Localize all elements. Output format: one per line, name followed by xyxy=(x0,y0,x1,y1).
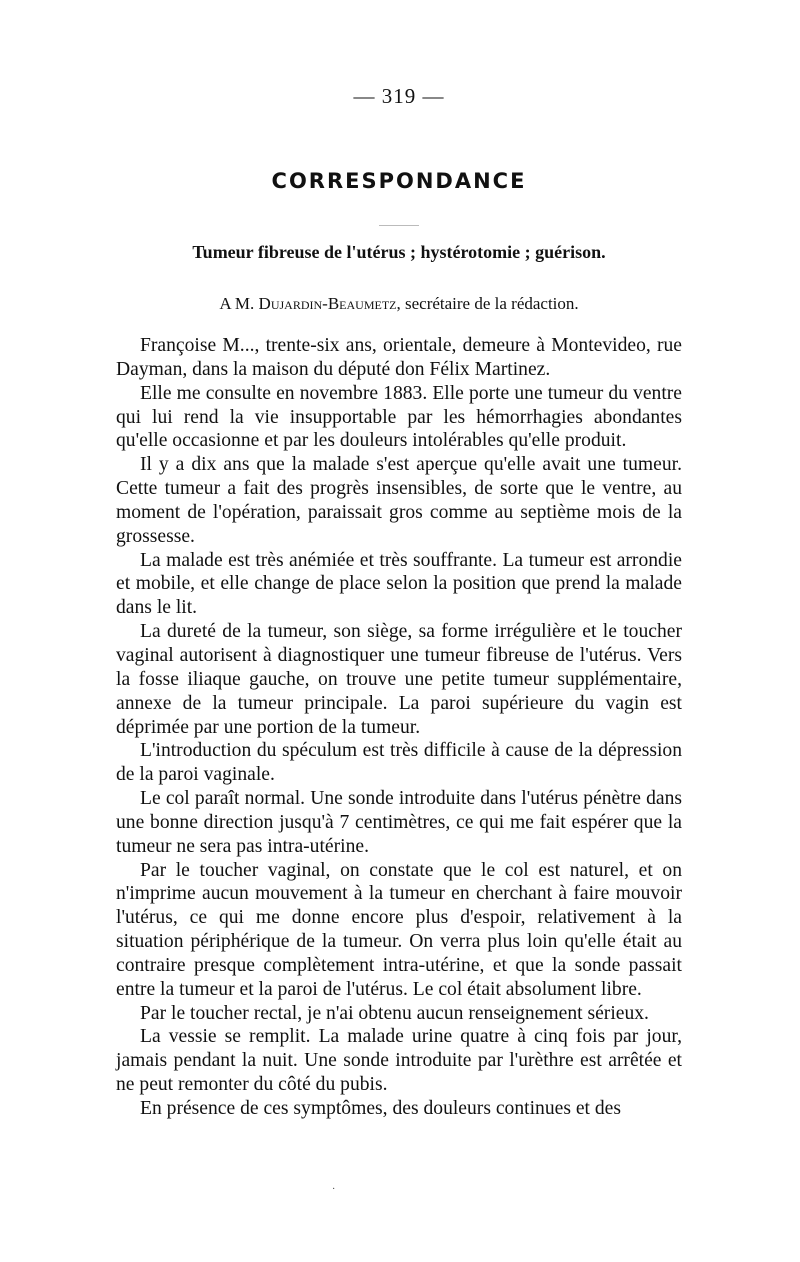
print-speck: · xyxy=(332,1184,336,1195)
paragraph: La dureté de la tumeur, son siège, sa forme irrégulière et le toucher vaginal autorisent à diagnostiquer une tumeur fibreuse de l'utérus. Vers la fosse iliaque gauche, on trouve une petite tumeur supplémentaire, annexe de la tumeur principale. La paroi supérieure du vagin est déprimée par une portion de la tumeur. xyxy=(116,621,682,738)
addressee-prefix: A M. xyxy=(219,294,259,313)
paragraph: Françoise M..., trente-six ans, orientale, demeure à Montevideo, rue Dayman, dans la maison du député don Félix Martinez. xyxy=(116,335,682,380)
paragraph: Elle me consulte en novembre 1883. Elle porte une tumeur du ventre qui lui rend la vie insupportable par les hémorrhagies abondantes qu'elle occasionne et par les douleurs intolérables qu'elle produit. xyxy=(116,382,682,452)
paragraph: La malade est très anémiée et très souffrante. La tumeur est arrondie et mobile, et elle change de place selon la position que prend la malade dans le lit. xyxy=(116,549,682,619)
article-title: Tumeur fibreuse de l'utérus ; hystérotomie ; guérison. xyxy=(192,242,606,262)
paragraph: Par le toucher vaginal, on constate que le col est naturel, et on n'imprime aucun mouvement à la tumeur en cherchant à faire mouvoir l'utérus, ce qui me donne encore plus d'espoir, relativement à la situation périphérique de la tumeur. On verra plus loin qu'elle était au contraire presque complètement intra-utérine, et que la sonde passait entre la tumeur et la paroi de l'utérus. Le col était absolument libre. xyxy=(116,859,682,1000)
paragraph: La vessie se remplit. La malade urine quatre à cinq fois par jour, jamais pendant la nuit. Une sonde introduite par l'urèthre est arrêtée et ne peut remonter du côté du pubis. xyxy=(116,1026,682,1096)
paragraph: Par le toucher rectal, je n'ai obtenu aucun renseignement sérieux. xyxy=(140,1002,649,1024)
title-divider xyxy=(379,225,419,226)
document-page xyxy=(116,84,682,1121)
addressee-line xyxy=(116,294,682,314)
paragraph: Il y a dix ans que la malade s'est aperçue qu'elle avait une tumeur. Cette tumeur a fait des progrès insensibles, de sorte que le ventre, au moment de l'opération, paraissait gros comme au septième mois de la grossesse. xyxy=(116,454,682,547)
page-number: — 319 — xyxy=(353,84,445,108)
paragraph: Le col paraît normal. Une sonde introduite dans l'utérus pénètre dans une bonne direction jusqu'à 7 centimètres, ce qui me fait espérer que la tumeur ne sera pas intra-utérine. xyxy=(116,788,682,857)
paragraph: En présence de ces symptômes, des douleurs continues et des xyxy=(140,1098,622,1119)
section-title: CORRESPONDANCE xyxy=(271,169,527,193)
paragraph: L'introduction du spéculum est très difficile à cause de la dépression de la paroi vaginale. xyxy=(116,740,682,786)
addressee-suffix: , secrétaire de la rédaction. xyxy=(396,294,579,313)
addressee-name: Dujardin-Beaumetz xyxy=(258,294,397,313)
letter-body xyxy=(116,334,682,1121)
